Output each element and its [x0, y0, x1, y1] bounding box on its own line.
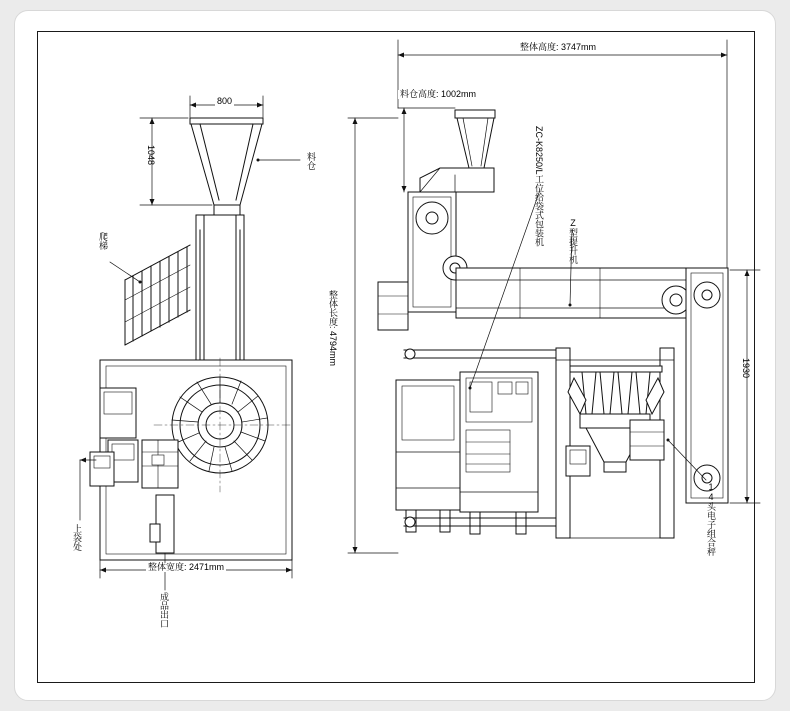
dimension-overall-length: 整体长度: 4794mm [328, 290, 338, 367]
label-elevator: Z型提升机 [568, 218, 578, 264]
label-hopper: 料仓 [306, 152, 316, 170]
label-feed-in: 上袋处 [72, 524, 82, 551]
dimension-hopper-height: 料仓高度: 1002mm [400, 89, 477, 99]
dimension-right-height: 1930 [741, 358, 751, 379]
dimension-hopper-width: 800 [217, 96, 233, 106]
label-packing-machine: ZC-K8250/L工位给袋式包装机 [534, 126, 544, 247]
dimension-overall-height: 整体高度: 3747mm [520, 42, 597, 52]
dimension-overall-width: 整体宽度: 2471mm [148, 562, 225, 572]
label-product-outlet: 成品出口 [159, 592, 169, 628]
dimension-hopper-depth: 1048 [146, 145, 156, 166]
label-ladder: 爬梯 [98, 232, 108, 250]
label-weigher: 14头电子组合秤 [706, 482, 716, 556]
